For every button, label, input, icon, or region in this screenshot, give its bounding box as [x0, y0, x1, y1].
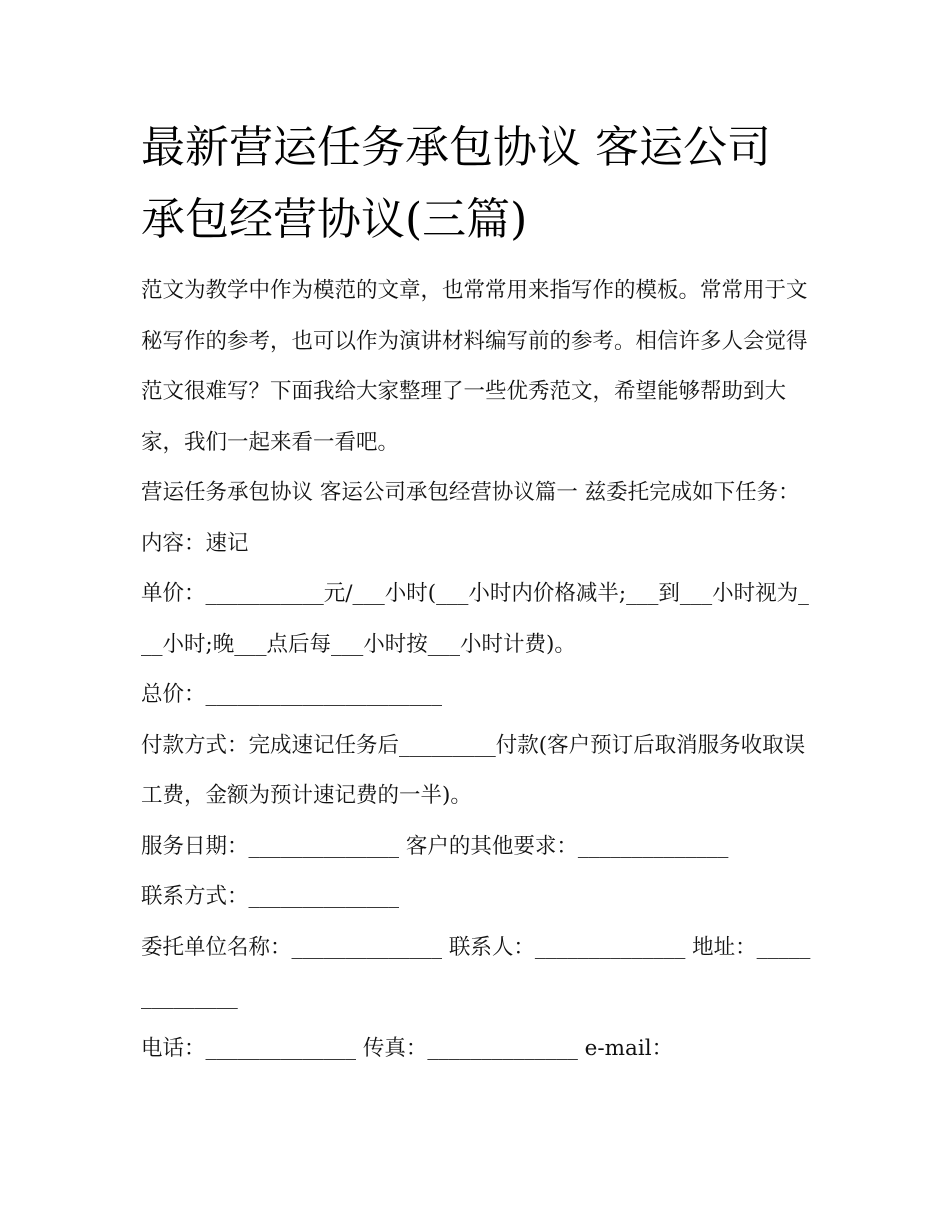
- payment-method-paragraph: 付款方式：完成速记任务后_________付款(客户预订后取消服务收取误工费，金额为预计速记费的一半)。: [141, 732, 806, 808]
- intro-paragraph: 范文为教学中作为模范的文章，也常常用来指写作的模板。常常用于文秘写作的参考，也可以作为演讲材料编写前的参考。相信许多人会觉得范文很难写？下面我给大家整理了一些优秀范文，希望能够帮助到大家，我们一起来看一看吧。: [141, 278, 808, 455]
- section-heading-paragraph: 营运任务承包协议 客运公司承包经营协议篇一 兹委托完成如下任务： 内容：速记: [141, 480, 800, 556]
- service-date-paragraph: 服务日期：______________ 客户的其他要求：______________: [141, 833, 729, 859]
- unit-price-paragraph: 单价：___________元/___小时(___小时内价格减半;___到___小时视为___小时;晚___点后每___小时按___小时计费)。: [141, 581, 809, 657]
- contact-method-paragraph: 联系方式：______________: [141, 884, 400, 909]
- total-price-paragraph: 总价：______________________: [141, 682, 443, 707]
- client-info-paragraph: 委托单位名称：______________ 联系人：______________ 地址：______________: [141, 934, 811, 1010]
- document-body: [141, 112, 813, 1074]
- phone-fax-email-paragraph: 电话：______________ 传真：______________ e-mail：: [141, 1035, 674, 1061]
- document-title: 最新营运任务承包协议 客运公司承包经营协议(三篇): [141, 122, 771, 245]
